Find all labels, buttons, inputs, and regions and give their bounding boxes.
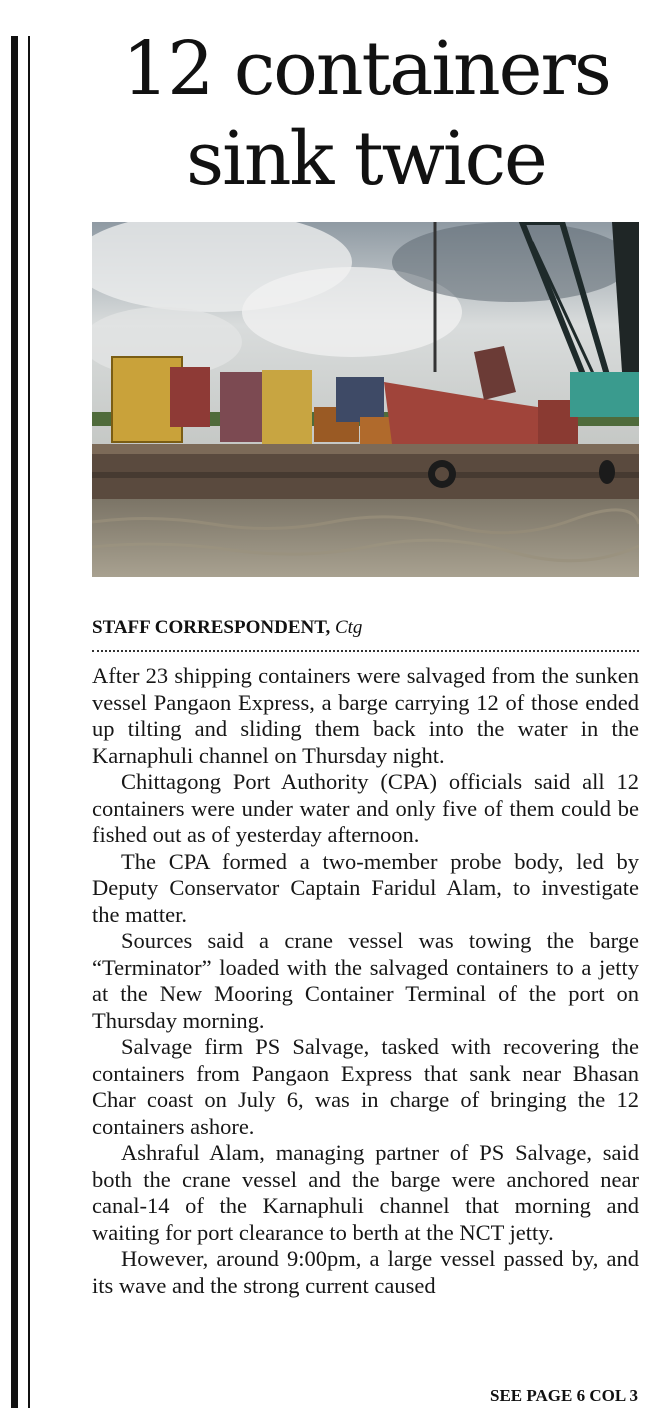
article-paragraph: Salvage firm PS Salvage, tasked with recovering the containers from Pangaon Express that sank near Bhasan Char coast on July 6, was in charge of bringing the 12 containers ashore.: [92, 1034, 639, 1139]
article-paragraph: After 23 shipping containers were salvaged from the sunken vessel Pangaon Express, a barge carrying 12 of those ended up tilting and sliding them back into the water in the Karnaphuli channel on Thursday night.: [92, 663, 639, 768]
byline-divider: [92, 650, 639, 652]
article-paragraph: Sources said a crane vessel was towing the barge “Terminator” loaded with the salvaged containers to a jetty at the New Mooring Container Terminal of the port on Thursday morning.: [92, 928, 639, 1033]
headline-line-2: sink twice: [186, 116, 546, 202]
headline-line-1: 12 containers: [122, 26, 610, 112]
column-rule-thin: [28, 36, 30, 1408]
article-body: [92, 663, 639, 1299]
article-paragraph: Ashraful Alam, managing partner of PS Salvage, said both the crane vessel and the barge were anchored near canal-14 of the Karnaphuli channel that morning and waiting for port clearance to berth at the NCT jetty.: [92, 1140, 639, 1245]
article-paragraph: However, around 9:00pm, a large vessel passed by, and its wave and the strong current caused: [92, 1246, 639, 1298]
continuation-jump: SEE PAGE 6 COL 3: [490, 1386, 638, 1405]
headline: [92, 24, 640, 204]
byline-author: STAFF CORRESPONDENT,: [92, 617, 331, 638]
news-photo: [92, 222, 639, 577]
article-paragraph: Chittagong Port Authority (CPA) officials said all 12 containers were under water and only five of them could be fished out as of yesterday afternoon.: [92, 769, 639, 847]
column-rule-thick: [11, 36, 18, 1408]
article-paragraph: The CPA formed a two-member probe body, led by Deputy Conservator Captain Faridul Alam, to investigate the matter.: [92, 848, 639, 927]
byline-location: Ctg: [334, 617, 363, 638]
byline: [92, 617, 362, 639]
